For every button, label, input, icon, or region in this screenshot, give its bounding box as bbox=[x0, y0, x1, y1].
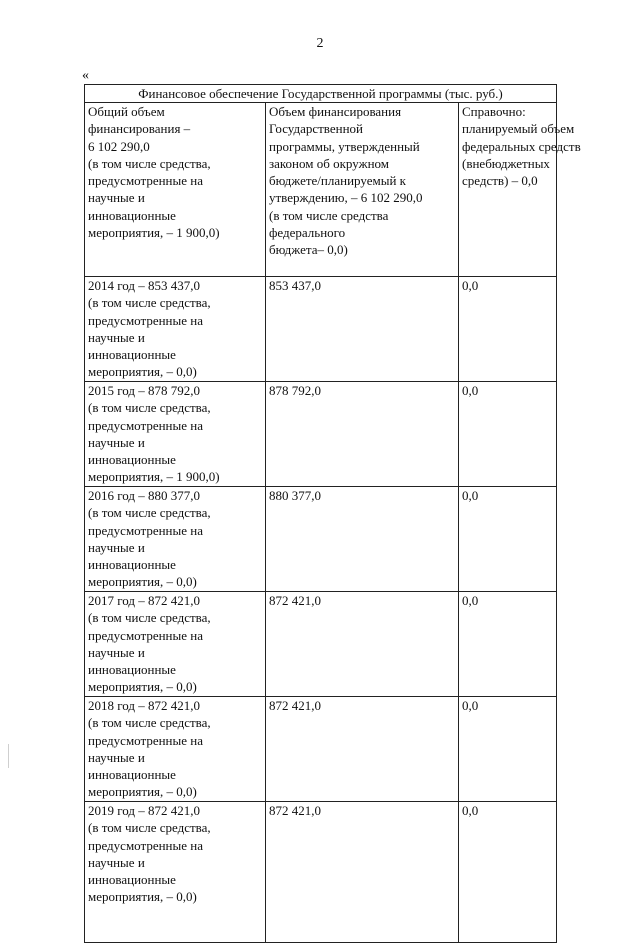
cell-text-line: мероприятия, – 0,0) bbox=[88, 679, 197, 695]
cell-text-line: научные и bbox=[88, 434, 145, 450]
table-row bbox=[85, 487, 557, 592]
financing-table-frame bbox=[84, 84, 581, 905]
row-approved-cell: 853 437,0 bbox=[266, 277, 459, 382]
row-federal-cell: 0,0 bbox=[459, 592, 557, 697]
row-federal-cell: 0,0 bbox=[459, 487, 557, 592]
cell-text-line: (в том числе средства, bbox=[88, 295, 211, 311]
cell-text-line: (в том числе средства, bbox=[88, 610, 211, 626]
cell-text-line: (в том числе средства, bbox=[88, 820, 211, 836]
cell-text-line: мероприятия, – 1 900,0) bbox=[88, 469, 220, 485]
row-federal-cell: 0,0 bbox=[459, 277, 557, 382]
cell-text-line: (в том числе средства, bbox=[88, 155, 211, 171]
cell-text-line: 2015 год – 878 792,0 bbox=[88, 383, 200, 398]
table-header-row bbox=[85, 103, 557, 277]
cell-text-line: (в том числе средства bbox=[269, 207, 389, 223]
cell-text-line: инновационные bbox=[88, 452, 176, 468]
row-approved-cell: 880 377,0 bbox=[266, 487, 459, 592]
cell-text-line: мероприятия, – 0,0) bbox=[88, 574, 197, 590]
table-row bbox=[85, 697, 557, 802]
row-federal-cell: 0,0 bbox=[459, 697, 557, 802]
cell-text-line: (в том числе средства, bbox=[88, 400, 211, 416]
cell-text-line: программы, утвержденный bbox=[269, 138, 420, 154]
cell-text-line: научные и bbox=[88, 190, 145, 206]
cell-text-line: инновационные bbox=[88, 872, 176, 888]
row-total-cell bbox=[85, 802, 266, 943]
header-approved-cell bbox=[266, 103, 459, 277]
table-row bbox=[85, 277, 557, 382]
financing-table bbox=[84, 84, 581, 943]
row-approved-cell: 872 421,0 bbox=[266, 697, 459, 802]
cell-text-line: предусмотренные на bbox=[88, 312, 204, 328]
cell-text-line: предусмотренные на bbox=[88, 627, 204, 643]
cell-text-line: Объем финансирования bbox=[269, 104, 402, 119]
cell-text-line: 6 102 290,0 bbox=[88, 138, 150, 154]
cell-text-line: предусмотренные на bbox=[88, 173, 204, 189]
cell-text-line: мероприятия, – 0,0) bbox=[88, 784, 197, 800]
cell-text-line: утверждению, – 6 102 290,0 bbox=[269, 190, 423, 206]
page-number: 2 bbox=[316, 36, 324, 51]
row-federal-cell: 0,0 bbox=[459, 382, 557, 487]
cell-text-line: предусмотренные на bbox=[88, 837, 204, 853]
table-row bbox=[85, 592, 557, 697]
cell-text-line: 2019 год – 872 421,0 bbox=[88, 803, 200, 818]
cell-text-line: средств) – 0,0 bbox=[462, 173, 538, 189]
cell-text-line: 2018 год – 872 421,0 bbox=[88, 698, 200, 713]
cell-text-line: 2017 год – 872 421,0 bbox=[88, 593, 200, 608]
scan-margin-mark bbox=[8, 744, 9, 768]
row-total-cell bbox=[85, 382, 266, 487]
row-approved-cell: 872 421,0 bbox=[266, 592, 459, 697]
cell-text-line: (внебюджетных bbox=[462, 155, 550, 171]
cell-text-line: научные и bbox=[88, 539, 145, 555]
row-total-cell bbox=[85, 487, 266, 592]
cell-text-line: научные и bbox=[88, 749, 145, 765]
cell-text-line: инновационные bbox=[88, 662, 176, 678]
cell-text-line: предусмотренные на bbox=[88, 417, 204, 433]
table-caption-row bbox=[85, 85, 557, 103]
cell-text-line: (в том числе средства, bbox=[88, 715, 211, 731]
table-row bbox=[85, 382, 557, 487]
row-total-cell bbox=[85, 697, 266, 802]
table-row bbox=[85, 802, 557, 943]
cell-text-line: Государственной bbox=[269, 121, 364, 137]
opening-quote-mark: « bbox=[82, 68, 89, 83]
cell-text-line: планируемый объем bbox=[462, 121, 575, 137]
cell-text-line: 2016 год – 880 377,0 bbox=[88, 488, 200, 503]
cell-text-line: бюджете/планируемый к bbox=[269, 173, 406, 189]
cell-text-line: бюджета– 0,0) bbox=[269, 242, 348, 258]
row-federal-cell: 0,0 bbox=[459, 802, 557, 943]
cell-text-line: научные и bbox=[88, 329, 145, 345]
cell-text-line: мероприятия, – 1 900,0) bbox=[88, 225, 220, 241]
cell-text-line: научные и bbox=[88, 644, 145, 660]
cell-text-line: инновационные bbox=[88, 347, 176, 363]
row-approved-cell: 878 792,0 bbox=[266, 382, 459, 487]
table-caption: Финансовое обеспечение Государственной программы (тыс. руб.) bbox=[85, 85, 557, 103]
cell-text-line: предусмотренные на bbox=[88, 522, 204, 538]
cell-text-line: (в том числе средства, bbox=[88, 505, 211, 521]
cell-text-line: федеральных средств bbox=[462, 138, 581, 154]
cell-text-line: финансирования – bbox=[88, 121, 191, 137]
row-approved-cell: 872 421,0 bbox=[266, 802, 459, 943]
cell-text-line: инновационные bbox=[88, 557, 176, 573]
cell-text-line: научные и bbox=[88, 854, 145, 870]
cell-text-line: инновационные bbox=[88, 767, 176, 783]
row-total-cell bbox=[85, 277, 266, 382]
cell-text-line: Общий объем bbox=[88, 104, 165, 119]
cell-text-line: Справочно: bbox=[462, 104, 526, 119]
cell-text-line: мероприятия, – 0,0) bbox=[88, 364, 197, 380]
cell-text-line: федерального bbox=[269, 225, 346, 241]
row-total-cell bbox=[85, 592, 266, 697]
header-total-cell bbox=[85, 103, 266, 277]
cell-text-line: 2014 год – 853 437,0 bbox=[88, 278, 200, 293]
header-federal-cell bbox=[459, 103, 581, 277]
cell-text-line: инновационные bbox=[88, 207, 176, 223]
cell-text-line: законом об окружном bbox=[269, 155, 390, 171]
cell-text-line: мероприятия, – 0,0) bbox=[88, 889, 197, 905]
cell-text-line: предусмотренные на bbox=[88, 732, 204, 748]
